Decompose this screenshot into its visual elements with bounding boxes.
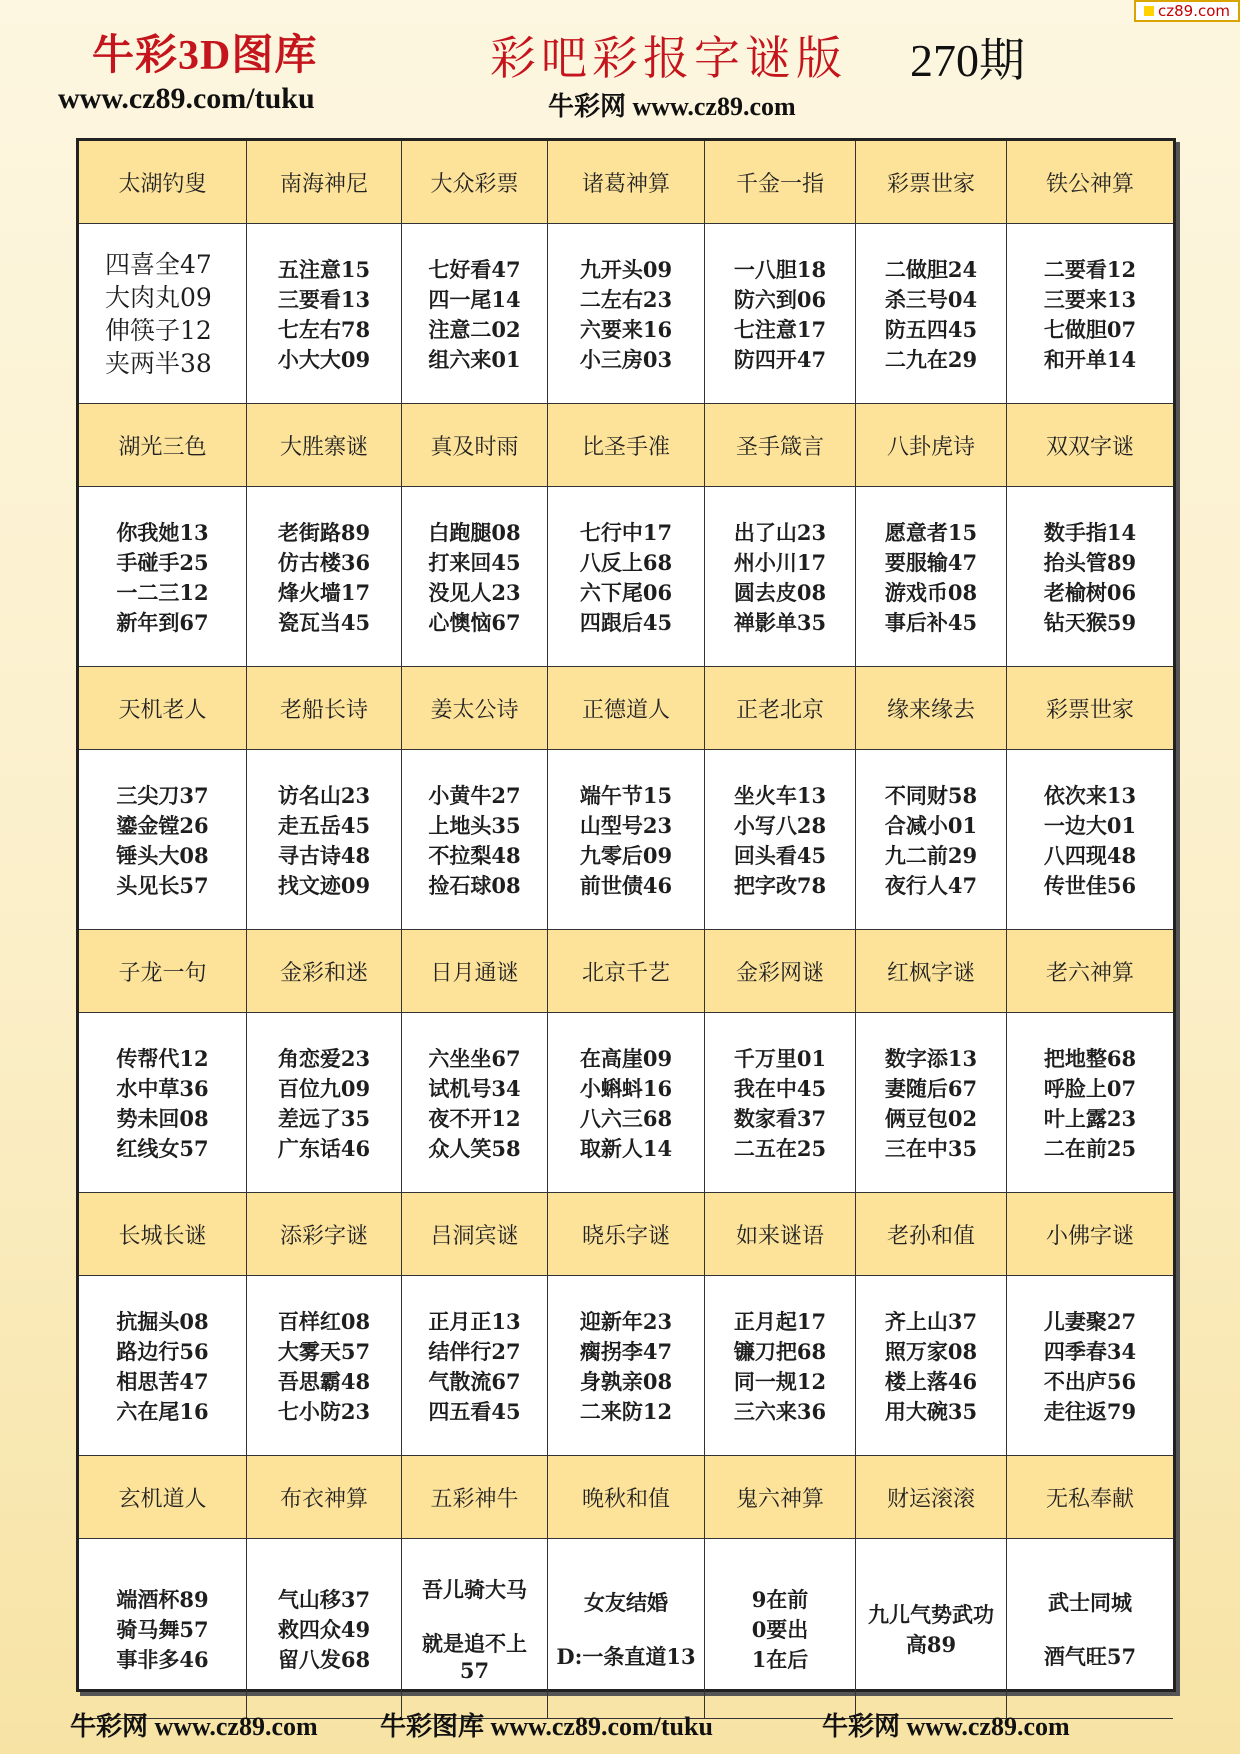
riddle-line: 身孰亲08	[579, 1368, 673, 1394]
riddle-line: 仿古楼36	[277, 549, 371, 575]
riddle-line: 一八胆18	[733, 256, 827, 282]
column-header: 老孙和值	[856, 1193, 1007, 1276]
riddle-line: 依次来13	[1043, 782, 1137, 808]
riddle-cell	[1007, 1539, 1173, 1719]
riddle-line: 愿意者15	[884, 519, 978, 545]
riddle-line: 相思苦47	[116, 1368, 209, 1394]
riddle-line: 六要来16	[579, 316, 673, 342]
riddle-line: 众人笑58	[428, 1135, 521, 1161]
riddle-line: 老榆树06	[1043, 579, 1137, 605]
column-header: 彩票世家	[1007, 667, 1173, 750]
issue-number: 270期	[910, 35, 1025, 86]
riddle-line: 不出庐56	[1043, 1368, 1137, 1394]
riddle-line: 四季春34	[1043, 1338, 1137, 1364]
riddle-line: 八六三68	[579, 1105, 673, 1131]
riddle-line: 夹两半38	[105, 348, 212, 378]
riddle-line: 儿妻聚27	[1043, 1308, 1137, 1334]
column-header: 彩票世家	[856, 141, 1007, 224]
riddle-line: 八四现48	[1043, 842, 1137, 868]
riddle-line: 上地头35	[428, 812, 521, 838]
riddle-line: 六坐坐67	[428, 1045, 521, 1071]
riddle-line: 要服输47	[884, 549, 978, 575]
riddle-line: 二要看12	[1043, 256, 1137, 282]
riddle-line: 六在尾16	[116, 1398, 209, 1424]
riddle-line: 九开头09	[579, 256, 673, 282]
column-header: 晓乐字谜	[548, 1193, 705, 1276]
footer-left[interactable]: 牛彩网 www.cz89.com	[70, 1712, 318, 1741]
riddle-line: 瓷瓦当45	[277, 609, 371, 635]
riddle-line: 杀三号04	[884, 286, 978, 312]
riddle-line: 手碰手25	[116, 549, 209, 575]
riddle-cell	[705, 487, 856, 667]
riddle-line: 访名山23	[277, 782, 371, 808]
riddle-line: 百位九09	[277, 1075, 371, 1101]
riddle-line: 一二三12	[116, 579, 209, 605]
column-header: 姜太公诗	[402, 667, 548, 750]
riddle-line: 抗掘头08	[116, 1308, 209, 1334]
column-header: 小佛字谜	[1007, 1193, 1173, 1276]
edition-title: 彩吧彩报字谜版	[490, 31, 847, 85]
riddle-cell	[856, 1013, 1007, 1193]
riddle-line: 和开单14	[1043, 346, 1137, 372]
riddle-cell	[79, 750, 247, 930]
riddle-line: 不拉梨48	[428, 842, 521, 868]
riddle-line: 找文迹09	[277, 872, 371, 898]
riddle-line: 1在后	[751, 1646, 809, 1672]
riddle-line: 楼上落46	[884, 1368, 978, 1394]
riddle-line: 数手指14	[1043, 519, 1137, 545]
riddle-cell	[856, 750, 1007, 930]
riddle-line: 鎏金镗26	[116, 812, 209, 838]
riddle-line: 头见长57	[116, 872, 209, 898]
column-header: 如来谜语	[705, 1193, 856, 1276]
column-header: 千金一指	[705, 141, 856, 224]
riddle-line: 七小防23	[277, 1398, 371, 1424]
riddle-cell	[247, 1276, 402, 1456]
riddle-line: 新年到67	[116, 609, 209, 635]
column-header: 八卦虎诗	[856, 404, 1007, 487]
riddle-line: 武士同城	[1048, 1589, 1132, 1615]
riddle-cell	[856, 487, 1007, 667]
riddle-line: 山型号23	[579, 812, 673, 838]
riddle-line: 三六来36	[733, 1398, 827, 1424]
riddle-line: 伸筷子12	[105, 315, 212, 345]
riddle-line: 一边大01	[1043, 812, 1137, 838]
riddle-line: 同一规12	[733, 1368, 827, 1394]
riddle-line: 组六来01	[428, 346, 521, 372]
column-header: 诸葛神算	[548, 141, 705, 224]
riddle-line: 没见人23	[428, 579, 521, 605]
riddle-line: 把字改78	[733, 872, 827, 898]
column-header: 南海神尼	[247, 141, 402, 224]
riddle-line: 老街路89	[277, 519, 371, 545]
riddle-cell	[1007, 487, 1173, 667]
riddle-line: 用大碗35	[884, 1398, 978, 1424]
column-header: 双双字谜	[1007, 404, 1173, 487]
riddle-line: 三要看13	[277, 286, 371, 312]
column-header: 铁公神算	[1007, 141, 1173, 224]
riddle-cell	[402, 224, 548, 404]
riddle-line: 走五岳45	[277, 812, 371, 838]
column-header: 子龙一句	[79, 930, 247, 1013]
riddle-line: 防五四45	[884, 316, 978, 342]
riddle-line: 禅影单35	[733, 609, 827, 635]
riddle-line: 势未回08	[116, 1105, 209, 1131]
riddle-line: 心懊恼67	[428, 609, 521, 635]
riddle-cell	[705, 1539, 856, 1719]
riddle-line: 不同财58	[884, 782, 978, 808]
riddle-line: 四跟后45	[579, 609, 673, 635]
riddle-cell	[856, 224, 1007, 404]
riddle-line: 留八发68	[277, 1646, 371, 1672]
riddle-cell	[705, 1013, 856, 1193]
column-header: 老六神算	[1007, 930, 1173, 1013]
riddle-line: 合减小01	[884, 812, 978, 838]
column-header: 长城长谜	[79, 1193, 247, 1276]
riddle-line: 二左右23	[579, 286, 673, 312]
riddle-line: 回头看45	[733, 842, 827, 868]
column-header: 真及时雨	[402, 404, 548, 487]
badge-text: cz89.com	[1157, 2, 1230, 20]
riddle-cell	[548, 487, 705, 667]
column-header: 正德道人	[548, 667, 705, 750]
riddle-line: 吾思霸48	[277, 1368, 371, 1394]
riddle-cell	[1007, 1013, 1173, 1193]
riddle-line: 就是追不上	[422, 1631, 527, 1656]
riddle-line: 百样红08	[277, 1308, 371, 1334]
riddle-line: 路边行56	[116, 1338, 209, 1364]
riddle-line: 八反上68	[579, 549, 673, 575]
riddle-line: 叶上露23	[1043, 1105, 1137, 1131]
riddle-line: 镰刀把68	[733, 1338, 827, 1364]
riddle-line: 夜不开12	[428, 1105, 521, 1131]
riddle-line: 出了山23	[733, 519, 827, 545]
column-header: 日月通谜	[402, 930, 548, 1013]
column-header: 太湖钓叟	[79, 141, 247, 224]
riddle-line: 二九在29	[884, 346, 978, 372]
riddle-line: 九零后09	[579, 842, 673, 868]
column-header: 财运滚滚	[856, 1456, 1007, 1539]
riddle-line: 照万家08	[884, 1338, 978, 1364]
riddle-line: 57	[459, 1658, 490, 1683]
riddle-cell	[856, 1276, 1007, 1456]
riddle-line: 小黄牛27	[428, 782, 521, 808]
riddle-line: 你我她13	[116, 519, 209, 545]
riddle-line: 结伴行27	[428, 1338, 521, 1364]
riddle-cell	[402, 1013, 548, 1193]
riddle-line: 气山移37	[277, 1586, 371, 1612]
column-header: 天机老人	[79, 667, 247, 750]
riddle-line: 五注意15	[277, 256, 371, 282]
column-header: 布衣神算	[247, 1456, 402, 1539]
riddle-line: 小大大09	[277, 346, 371, 372]
column-header: 吕洞宾谜	[402, 1193, 548, 1276]
column-header: 红枫字谜	[856, 930, 1007, 1013]
riddle-line: 差远了35	[277, 1105, 371, 1131]
riddle-line: 高89	[905, 1631, 957, 1657]
riddle-line: 圆去皮08	[733, 579, 827, 605]
brand-title: 牛彩3D图库	[92, 33, 318, 79]
riddle-line: 四五看45	[428, 1398, 521, 1424]
riddle-line: 传世佳56	[1043, 872, 1137, 898]
column-header: 比圣手准	[548, 404, 705, 487]
column-header: 湖光三色	[79, 404, 247, 487]
riddle-line: 端酒杯89	[116, 1586, 209, 1612]
riddle-line: 数家看37	[733, 1105, 827, 1131]
riddle-cell	[247, 224, 402, 404]
riddle-cell	[402, 487, 548, 667]
site-line[interactable]: 牛彩网 www.cz89.com	[548, 92, 796, 121]
column-header: 金彩网谜	[705, 930, 856, 1013]
riddle-line: 七好看47	[428, 256, 521, 282]
riddle-line: 骑马舞57	[116, 1616, 209, 1642]
riddle-line: 千万里01	[733, 1045, 827, 1071]
riddle-line: 水中草36	[116, 1075, 209, 1101]
riddle-line: 齐上山37	[884, 1308, 978, 1334]
riddle-cell	[1007, 1276, 1173, 1456]
riddle-line: 事非多46	[116, 1646, 209, 1672]
riddle-line: 取新人14	[579, 1135, 673, 1161]
riddle-line: 广东话46	[277, 1135, 371, 1161]
riddle-cell	[79, 224, 247, 404]
riddle-table	[76, 138, 1176, 1692]
riddle-cell	[705, 750, 856, 930]
riddle-line: 二做胆24	[884, 256, 978, 282]
column-header: 大胜寨谜	[247, 404, 402, 487]
riddle-cell	[247, 750, 402, 930]
riddle-line: 二在前25	[1043, 1135, 1137, 1161]
riddle-line: 把地整68	[1043, 1045, 1137, 1071]
riddle-line: 九儿气势武功	[868, 1601, 994, 1627]
riddle-cell	[402, 1539, 548, 1719]
footer-middle[interactable]: 牛彩图库 www.cz89.com/tuku	[380, 1712, 713, 1741]
riddle-cell	[548, 1539, 705, 1719]
riddle-cell	[1007, 750, 1173, 930]
riddle-line: 小蝌蚪16	[579, 1075, 673, 1101]
corner-site-badge[interactable]	[1134, 0, 1240, 22]
riddle-line: 州小川17	[733, 549, 827, 575]
riddle-line: 七左右78	[277, 316, 371, 342]
column-header: 鬼六神算	[705, 1456, 856, 1539]
riddle-line: 三在中35	[884, 1135, 978, 1161]
riddle-line: 气散流67	[428, 1368, 521, 1394]
column-header: 老船长诗	[247, 667, 402, 750]
riddle-line: 烽火墙17	[277, 579, 371, 605]
riddle-line: 七行中17	[579, 519, 673, 545]
riddle-line: 七注意17	[733, 316, 827, 342]
column-header: 圣手箴言	[705, 404, 856, 487]
riddle-line: 正月正13	[428, 1308, 521, 1334]
riddle-line: 打来回45	[428, 549, 521, 575]
riddle-line: 四一尾14	[428, 286, 521, 312]
riddle-line: 瘸拐李47	[579, 1338, 673, 1364]
riddle-line: 走往返79	[1043, 1398, 1137, 1424]
riddle-cell	[79, 1276, 247, 1456]
column-header: 玄机道人	[79, 1456, 247, 1539]
riddle-line: 三尖刀37	[116, 782, 209, 808]
riddle-line: 二五在25	[733, 1135, 827, 1161]
riddle-line: 事后补45	[884, 609, 978, 635]
riddle-line: 角恋爱23	[277, 1045, 371, 1071]
riddle-line: 小三房03	[579, 346, 673, 372]
riddle-line: 七做胆07	[1043, 316, 1137, 342]
column-header: 晚秋和值	[548, 1456, 705, 1539]
riddle-line: 钻天猴59	[1043, 609, 1137, 635]
riddle-line: 我在中45	[733, 1075, 827, 1101]
riddle-line: 前世债46	[579, 872, 673, 898]
riddle-line: 坐火车13	[733, 782, 827, 808]
riddle-line: 吾儿骑大马	[422, 1577, 527, 1602]
riddle-line: 呼脸上07	[1043, 1075, 1137, 1101]
riddle-cell	[247, 1013, 402, 1193]
riddle-cell	[79, 487, 247, 667]
riddle-cell	[402, 1276, 548, 1456]
riddle-cell	[1007, 224, 1173, 404]
riddle-line: 救四众49	[277, 1616, 371, 1642]
column-header: 添彩字谜	[247, 1193, 402, 1276]
riddle-line: 红线女57	[116, 1135, 209, 1161]
riddle-line: 六下尾06	[579, 579, 673, 605]
riddle-cell	[548, 1276, 705, 1456]
riddle-cell	[705, 224, 856, 404]
riddle-line: 女友结婚	[584, 1589, 668, 1615]
column-header: 正老北京	[705, 667, 856, 750]
riddle-line: 夜行人47	[884, 872, 978, 898]
riddle-line: 酒气旺57	[1043, 1643, 1137, 1669]
riddle-cell	[247, 1539, 402, 1719]
riddle-line: 注意二02	[428, 316, 521, 342]
column-header: 无私奉献	[1007, 1456, 1173, 1539]
riddle-line: D:一条直道13	[556, 1643, 696, 1669]
riddle-line: 小写八28	[733, 812, 827, 838]
riddle-line: 捡石球08	[428, 872, 521, 898]
riddle-line: 传帮代12	[116, 1045, 209, 1071]
riddle-line: 大肉丸09	[105, 282, 212, 312]
riddle-line: 试机号34	[428, 1075, 521, 1101]
riddle-line: 抬头管89	[1043, 549, 1137, 575]
riddle-line: 在高崖09	[579, 1045, 673, 1071]
riddle-line: 9在前	[751, 1586, 809, 1612]
riddle-cell	[79, 1539, 247, 1719]
column-header: 缘来缘去	[856, 667, 1007, 750]
footer-right[interactable]: 牛彩网 www.cz89.com	[822, 1712, 1070, 1741]
riddle-line: 妻随后67	[884, 1075, 978, 1101]
riddle-line: 迎新年23	[579, 1308, 673, 1334]
riddle-line: 正月起17	[733, 1308, 827, 1334]
riddle-cell	[856, 1539, 1007, 1719]
column-header: 金彩和迷	[247, 930, 402, 1013]
riddle-line: 防六到06	[733, 286, 827, 312]
riddle-cell	[548, 750, 705, 930]
riddle-line: 九二前29	[884, 842, 978, 868]
riddle-line: 数字添13	[884, 1045, 978, 1071]
riddle-cell	[247, 487, 402, 667]
riddle-cell	[705, 1276, 856, 1456]
riddle-line: 端午节15	[579, 782, 673, 808]
riddle-line: 游戏币08	[884, 579, 978, 605]
riddle-line: 寻古诗48	[277, 842, 371, 868]
riddle-line: 锤头大08	[116, 842, 209, 868]
brand-url[interactable]: www.cz89.com/tuku	[58, 82, 315, 115]
riddle-line: 白跑腿08	[428, 519, 521, 545]
riddle-line: 防四开47	[733, 346, 827, 372]
column-header: 大众彩票	[402, 141, 548, 224]
column-header: 北京千艺	[548, 930, 705, 1013]
riddle-line: 大雾天57	[277, 1338, 371, 1364]
column-header: 五彩神牛	[402, 1456, 548, 1539]
riddle-line: 俩豆包02	[884, 1105, 978, 1131]
riddle-cell	[402, 750, 548, 930]
riddle-cell	[79, 1013, 247, 1193]
riddle-line: 0要出	[751, 1616, 809, 1642]
riddle-line: 四喜全47	[105, 249, 212, 279]
badge-square-icon	[1144, 6, 1154, 16]
riddle-line: 三要来13	[1043, 286, 1137, 312]
riddle-line: 二来防12	[579, 1398, 673, 1424]
riddle-cell	[548, 1013, 705, 1193]
riddle-cell	[548, 224, 705, 404]
